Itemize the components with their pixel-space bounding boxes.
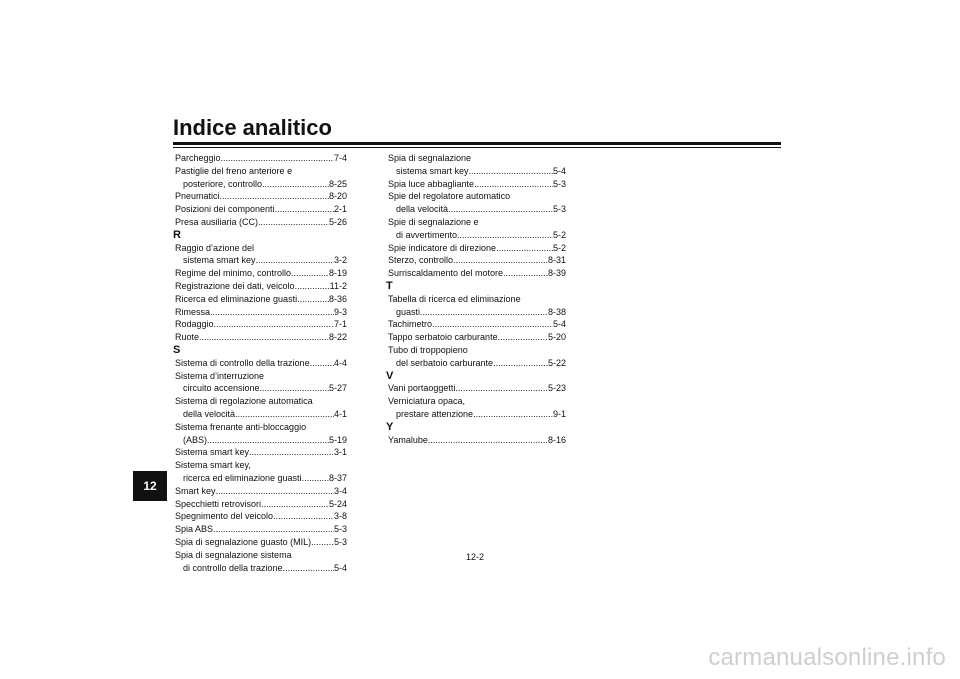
index-entry-page: 5-3 xyxy=(552,178,566,189)
index-entry-page: 7-4 xyxy=(333,153,347,163)
index-entry-page: 3-8 xyxy=(333,511,347,522)
index-entry-page: 5-3 xyxy=(552,204,566,215)
dot-leader xyxy=(493,357,548,370)
index-entry xyxy=(175,536,347,549)
dot-leader xyxy=(310,357,334,370)
index-entry xyxy=(175,510,347,523)
dot-leader xyxy=(214,318,334,331)
index-entry xyxy=(175,485,347,498)
index-entry-text: del serbatoio carburante xyxy=(396,357,494,368)
index-entry xyxy=(388,382,566,395)
index-entry-text: Ruote xyxy=(175,332,200,343)
index-letter-heading: R xyxy=(173,228,181,241)
index-entry-page: 3-2 xyxy=(333,255,347,266)
index-entry xyxy=(175,446,347,459)
index-entry-text: di avvertimento xyxy=(396,229,458,240)
dot-leader xyxy=(291,267,329,280)
index-entry xyxy=(175,472,347,485)
title-rule-thick xyxy=(173,142,781,145)
index-entry-text: Verniciatura opaca, xyxy=(388,396,466,407)
index-entry-page: 5-23 xyxy=(547,383,566,394)
index-entry xyxy=(388,165,566,178)
index-entry xyxy=(175,280,347,293)
index-entry xyxy=(175,408,347,421)
index-entry xyxy=(175,331,347,344)
dot-leader xyxy=(455,382,548,395)
index-entry-page: 5-20 xyxy=(547,332,566,343)
dot-leader xyxy=(262,178,329,191)
index-entry-page: 8-37 xyxy=(328,472,347,483)
index-entry-page: 8-19 xyxy=(328,268,347,279)
index-entry-text: Sistema frenante anti-bloccaggio xyxy=(175,421,307,432)
dot-leader xyxy=(213,523,334,536)
dot-leader xyxy=(428,434,548,447)
index-entry-text: Registrazione dei dati, veicolo xyxy=(175,280,295,291)
index-entry xyxy=(388,357,566,370)
dot-leader xyxy=(273,510,334,523)
index-entry-text: (ABS) xyxy=(183,434,208,445)
dot-leader xyxy=(457,229,553,242)
index-entry-text: Sistema di regolazione automatica xyxy=(175,396,313,407)
index-entry-page: 11-2 xyxy=(329,280,347,291)
index-entry-page: 5-4 xyxy=(333,562,347,573)
dot-leader xyxy=(260,382,329,395)
index-entry-page: 8-20 xyxy=(328,191,347,202)
index-entry xyxy=(175,203,347,216)
index-entry-text: sistema smart key xyxy=(396,165,469,176)
index-entry-text: Presa ausiliaria (CC) xyxy=(175,216,259,227)
dot-leader xyxy=(261,498,329,511)
index-entry-text: Tabella di ricerca ed eliminazione xyxy=(388,293,521,304)
dot-leader xyxy=(283,562,334,575)
dot-leader xyxy=(469,165,553,178)
index-entry xyxy=(388,434,566,447)
dot-leader xyxy=(256,254,334,267)
index-letter-heading: Y xyxy=(386,420,394,433)
dot-leader xyxy=(474,178,553,191)
index-entry-page: 8-38 xyxy=(547,306,566,317)
index-entry-text: Ricerca ed eliminazione guasti xyxy=(175,293,298,304)
dot-leader xyxy=(297,293,329,306)
dot-leader xyxy=(503,267,548,280)
index-entry-text: Tubo di troppopieno xyxy=(388,344,468,355)
index-entry-text: Spia ABS xyxy=(175,524,214,535)
index-entry xyxy=(175,216,347,229)
index-entry-page: 5-3 xyxy=(333,524,347,535)
dot-leader xyxy=(311,536,334,549)
index-entry-text: della velocità xyxy=(396,204,449,215)
index-entry-text: Spie del regolatore automatico xyxy=(388,191,511,202)
index-entry-page: 7-1 xyxy=(333,319,347,330)
index-entry-page: 5-19 xyxy=(328,434,347,445)
index-entry xyxy=(388,267,566,280)
dot-leader xyxy=(207,434,329,447)
index-entry xyxy=(388,254,566,267)
index-entry-page: 8-31 xyxy=(547,255,566,266)
index-entry-text: Sistema di controllo della trazione xyxy=(175,357,310,368)
index-entry-text: Sistema smart key, xyxy=(175,460,251,471)
index-letter-heading: V xyxy=(386,369,394,382)
index-entry-text: Sterzo, controllo xyxy=(388,255,454,266)
index-entry-text: Tappo serbatoio carburante xyxy=(388,332,498,343)
index-entry-page: 5-3 xyxy=(333,536,347,547)
title-rule-thin xyxy=(173,147,781,148)
index-entry-text: Spia luce abbagliante xyxy=(388,178,475,189)
watermark: carmanualsonline.info xyxy=(708,644,946,671)
index-entry xyxy=(175,562,347,575)
index-letter-heading: T xyxy=(386,279,393,292)
dot-leader xyxy=(453,254,548,267)
index-entry-text: Smart key xyxy=(175,485,216,496)
index-entry-text: Vani portaoggetti xyxy=(388,383,456,394)
dot-leader xyxy=(432,318,553,331)
index-entry xyxy=(175,318,347,331)
index-entry-page: 5-4 xyxy=(552,165,566,176)
index-entry-text: Yamalube xyxy=(388,434,428,445)
index-entry-text: della velocità xyxy=(183,408,236,419)
dot-leader xyxy=(448,203,553,216)
index-entry-page: 8-25 xyxy=(328,178,347,189)
index-entry xyxy=(175,293,347,306)
index-entry-text: sistema smart key xyxy=(183,255,256,266)
index-entry xyxy=(388,178,566,191)
dot-leader xyxy=(275,203,334,216)
index-entry xyxy=(175,152,347,165)
index-entry-page: 3-1 xyxy=(333,447,347,458)
dot-leader xyxy=(295,280,330,293)
index-entry-text: Tachimetro xyxy=(388,319,433,330)
index-entry-text: Spegnimento del veicolo xyxy=(175,511,274,522)
index-entry-page: 3-4 xyxy=(333,485,347,496)
index-entry-page: 5-22 xyxy=(547,357,566,368)
index-entry-text: di controllo della trazione xyxy=(183,562,283,573)
index-entry xyxy=(175,434,347,447)
index-entry-text: circuito accensione xyxy=(183,383,260,394)
index-column-1 xyxy=(175,152,347,574)
dot-leader xyxy=(258,216,329,229)
index-entry xyxy=(388,331,566,344)
index-entry xyxy=(388,408,566,421)
dot-leader xyxy=(302,472,329,485)
index-entry-page: 5-26 xyxy=(328,216,347,227)
index-entry-text: Rimessa xyxy=(175,306,211,317)
index-entry-text: Raggio d’azione del xyxy=(175,242,255,253)
index-entry xyxy=(175,190,347,203)
dot-leader xyxy=(220,190,329,203)
index-entry-text: ricerca ed eliminazione guasti xyxy=(183,472,302,483)
index-entry xyxy=(388,306,566,319)
index-entry-text: Spie di segnalazione e xyxy=(388,216,479,227)
dot-leader xyxy=(235,408,334,421)
index-entry-page: 8-36 xyxy=(328,293,347,304)
dot-leader xyxy=(496,242,553,255)
index-entry-page: 5-4 xyxy=(552,319,566,330)
index-entry-text: guasti xyxy=(396,306,421,317)
index-entry-page: 5-27 xyxy=(328,383,347,394)
index-entry-text: Sistema d’interruzione xyxy=(175,370,265,381)
index-entry-page: 2-1 xyxy=(333,204,347,215)
index-entry-text: Regime del minimo, controllo xyxy=(175,268,292,279)
index-entry-page: 8-16 xyxy=(547,434,566,445)
dot-leader xyxy=(199,331,329,344)
index-entry-text: Specchietti retrovisori xyxy=(175,498,262,509)
index-entry-page: 8-22 xyxy=(328,332,347,343)
chapter-tab-label: 12 xyxy=(143,479,157,493)
dot-leader xyxy=(420,306,548,319)
index-entry-page: 5-2 xyxy=(552,242,566,253)
index-entry-page: 4-1 xyxy=(333,408,347,419)
index-entry-text: Spia di segnalazione sistema xyxy=(175,549,292,560)
index-entry-text: Posizioni dei componenti xyxy=(175,204,275,215)
index-entry-text: Parcheggio xyxy=(175,153,221,163)
index-entry xyxy=(388,318,566,331)
chapter-tab xyxy=(133,471,167,501)
index-entry-page: 8-39 xyxy=(547,268,566,279)
index-entry xyxy=(175,267,347,280)
index-entry-page: 9-3 xyxy=(333,306,347,317)
index-entry-text: Pneumatici xyxy=(175,191,220,202)
page-title: Indice analitico xyxy=(173,115,332,140)
index-entry xyxy=(388,229,566,242)
index-entry-text: Rodaggio xyxy=(175,319,214,330)
index-entry xyxy=(175,382,347,395)
index-entry xyxy=(175,498,347,511)
dot-leader xyxy=(249,446,334,459)
index-entry-text: Spia di segnalazione guasto (MIL) xyxy=(175,536,312,547)
index-entry xyxy=(175,357,347,370)
dot-leader xyxy=(221,152,334,165)
index-entry-text: Sistema smart key xyxy=(175,447,250,458)
index-letter-heading: S xyxy=(173,343,181,356)
page-number: 12-2 xyxy=(466,552,485,562)
dot-leader xyxy=(473,408,553,421)
index-entry-text: Spia di segnalazione xyxy=(388,153,472,163)
index-entry-page: 9-1 xyxy=(552,408,566,419)
index-entry-page: 4-4 xyxy=(333,357,347,368)
index-entry-text: Surriscaldamento del motore xyxy=(388,268,504,279)
index-entry-page: 5-2 xyxy=(552,229,566,240)
dot-leader xyxy=(216,485,334,498)
dot-leader xyxy=(210,306,334,319)
index-entry-text: prestare attenzione xyxy=(396,408,474,419)
index-entry xyxy=(175,306,347,319)
index-entry xyxy=(388,242,566,255)
dot-leader xyxy=(498,331,548,344)
index-entry xyxy=(175,254,347,267)
index-column-2 xyxy=(388,152,566,446)
index-entry-text: Pastiglie del freno anteriore e xyxy=(175,165,293,176)
index-entry xyxy=(175,178,347,191)
index-entry-text: posteriore, controllo xyxy=(183,178,263,189)
index-entry xyxy=(175,523,347,536)
index-entry xyxy=(388,203,566,216)
index-entry-page: 5-24 xyxy=(328,498,347,509)
index-entry-text: Spie indicatore di direzione xyxy=(388,242,497,253)
